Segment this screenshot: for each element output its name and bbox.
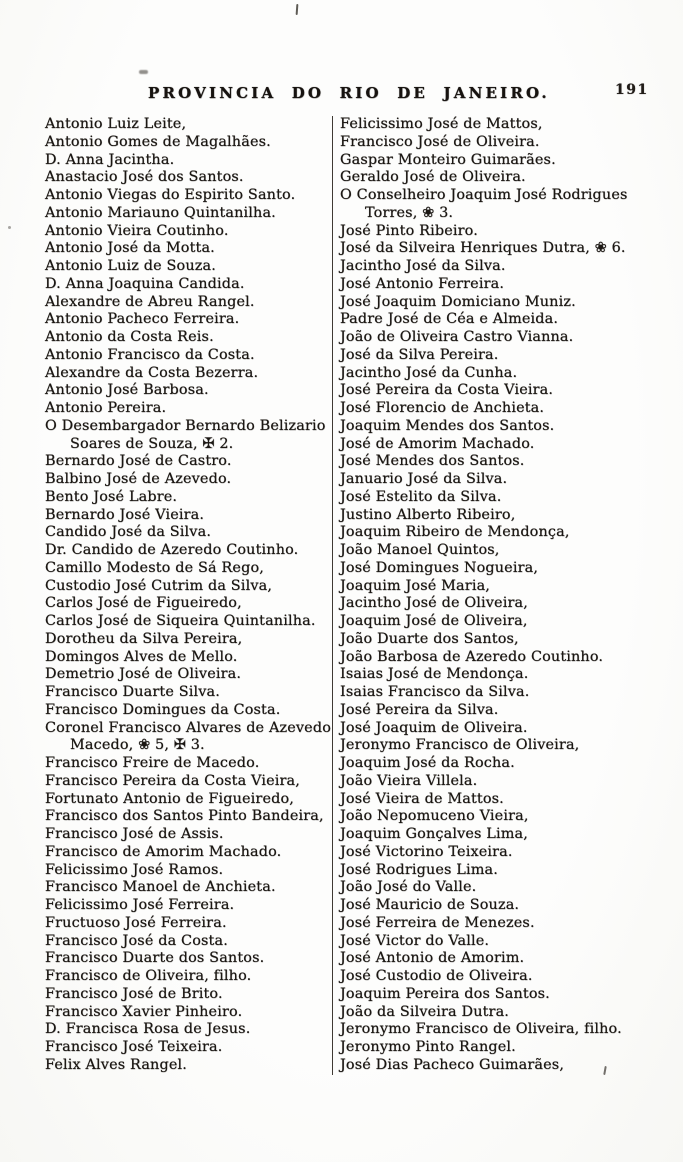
list-entry: José Domingues Nogueira, [340,559,539,576]
list-entry: João da Silveira Dutra. [340,1003,510,1020]
list-entry: José Antonio Ferreira. [340,275,505,292]
list-entry: Jeronymo Pinto Rangel. [340,1039,516,1055]
list-entry: Joaquim Ribeiro de Mendonça, [340,524,570,541]
list-entry: Antonio Vieira Coutinho. [45,222,229,239]
list-entry: Antonio Pacheco Ferreira. [45,311,240,328]
list-entry: Soares de Souza, ✠ 2. [70,435,234,452]
list-entry: Dorotheu da Silva Pereira, [45,630,243,647]
list-entry: D. Anna Jacintha. [45,151,175,168]
list-entry: Bento José Labre. [45,488,178,505]
list-entry: Candido José da Silva. [45,524,212,541]
list-entry: Joaquim José da Rocha. [340,755,515,771]
list-entry: João Manoel Quintos, [340,542,500,558]
list-entry: João Vieira Villela. [340,772,478,789]
list-entry: Felicissimo José de Mattos, [340,116,543,132]
name-list-left-column [45,116,332,1075]
list-entry: José Joaquim de Oliveira. [340,719,528,736]
list-entry: Francisco de Oliveira, filho. [45,968,252,984]
scan-artifact [139,70,148,74]
list-entry: Felicissimo José Ramos. [45,861,224,878]
list-entry: Carlos José de Figueiredo, [45,595,242,612]
list-entry: Torres, ❀ 3. [365,204,454,221]
list-entry: Domingos Alves de Mello. [45,648,238,665]
list-entry: Francisco José de Brito. [45,985,223,1002]
list-entry: Francisco Manoel de Anchieta. [45,879,276,896]
list-entry: José Mauricio de Souza. [340,897,520,913]
list-entry: José Custodio de Oliveira. [340,968,533,984]
list-entry: D. Anna Joaquina Candida. [45,275,245,292]
list-entry: Francisco de Amorim Machado. [45,843,282,860]
list-entry: Antonio Viegas do Espirito Santo. [45,187,296,203]
list-entry: Francisco Duarte dos Santos. [45,950,265,967]
list-entry: Jeronymo Francisco de Oliveira, [340,737,580,754]
list-entry: Dr. Candido de Azeredo Coutinho. [45,542,299,558]
list-entry: José Victorino Teixeira. [340,843,513,860]
list-entry: João Barbosa de Azeredo Coutinho. [340,648,604,665]
list-entry: Balbino José de Azevedo. [45,471,232,487]
list-entry: João Duarte dos Santos, [340,630,519,647]
list-entry: Francisco Xavier Pinheiro. [45,1003,243,1020]
list-entry: Justino Alberto Ribeiro, [340,506,516,523]
list-entry: Jeronymo Francisco de Oliveira, filho. [340,1021,622,1038]
list-entry: Fructuoso José Ferreira. [45,914,227,931]
list-entry: José Dias Pacheco Guimarães, [340,1056,565,1073]
list-entry: Francisco Pereira da Costa Vieira, [45,772,300,789]
list-entry: Antonio Luiz Leite, [45,116,187,132]
list-entry: Francisco Freire de Macedo. [45,755,260,771]
list-entry: Camillo Modesto de Sá Rego, [45,559,264,576]
list-entry: José de Amorim Machado. [340,435,535,452]
list-entry: José Estelito da Silva. [340,488,502,505]
list-entry: Francisco José da Costa. [45,932,228,949]
name-list-right-column [332,116,670,1075]
list-entry: Custodio José Cutrim da Silva, [45,577,273,594]
list-entry: José Rodrigues Lima. [340,861,499,878]
name-list-columns [45,116,670,1075]
list-entry: Joaquim José de Oliveira, [340,613,528,629]
list-entry: José Mendes dos Santos. [340,453,525,470]
list-entry: Bernardo José de Castro. [45,453,232,470]
list-entry: Antonio Pereira. [45,400,167,416]
list-entry: José Vieira de Mattos. [340,790,504,807]
list-entry: Antonio Mariauno Quintanilha. [45,204,276,221]
list-entry: Alexandre de Abreu Rangel. [45,293,255,310]
list-entry: Antonio José Barbosa. [45,382,209,399]
list-entry: João Nepomuceno Vieira, [340,808,529,825]
list-entry: Alexandre da Costa Bezerra. [45,364,259,381]
list-entry: Francisco Domingues da Costa. [45,701,281,718]
list-entry: José Ferreira de Menezes. [340,914,535,931]
list-entry: D. Francisca Rosa de Jesus. [45,1021,251,1038]
list-entry: Demetrio José de Oliveira. [45,666,242,683]
list-entry: Antonio José da Motta. [45,240,215,257]
list-entry: José Pereira da Silva. [340,701,499,718]
list-entry: Antonio da Costa Reis. [45,329,214,345]
list-entry: José Pereira da Costa Vieira. [340,382,554,399]
list-entry: Felix Alves Rangel. [45,1056,187,1073]
list-entry: Carlos José de Siqueira Quintanilha. [45,613,316,629]
list-entry: Francisco José de Assis. [45,826,224,842]
list-entry: José Antonio de Amorim. [340,950,525,967]
list-entry: João de Oliveira Castro Vianna. [340,329,574,345]
list-entry: Padre José de Céa e Almeida. [340,311,559,328]
list-entry: Geraldo José de Oliveira. [340,169,526,186]
list-entry: Antonio Luiz de Souza. [45,258,216,274]
page-number: 191 [615,82,649,98]
list-entry: Antonio Francisco da Costa. [45,346,255,363]
list-entry: Fortunato Antonio de Figueiredo, [45,790,295,807]
list-entry: Anastacio José dos Santos. [45,169,244,186]
scan-artifact [8,226,11,229]
list-entry: O Desembargador Bernardo Belizario [45,417,326,434]
list-entry: Coronel Francisco Alvares de Azevedo [45,719,332,736]
list-entry: Isaias Francisco da Silva. [340,684,530,700]
list-entry: Joaquim Mendes dos Santos. [340,417,555,434]
list-entry: Joaquim Pereira dos Santos. [340,985,550,1002]
scan-artifact [296,4,299,15]
list-entry: José da Silveira Henriques Dutra, ❀ 6. [340,240,626,257]
list-entry: Francisco dos Santos Pinto Bandeira, [45,808,324,825]
list-entry: Macedo, ❀ 5, ✠ 3. [70,737,205,754]
list-entry: Antonio Gomes de Magalhães. [45,133,271,150]
list-entry: José Florencio de Anchieta. [340,400,545,416]
list-entry: José da Silva Pereira. [340,346,499,363]
list-entry: José Joaquim Domiciano Muniz. [340,293,576,310]
list-entry: Bernardo José Vieira. [45,506,205,523]
list-entry: Felicissimo José Ferreira. [45,897,235,913]
list-entry: Francisco José Teixeira. [45,1039,223,1055]
list-entry: João José do Valle. [340,879,477,896]
list-entry: Francisco José de Oliveira. [340,133,540,150]
list-entry: Joaquim Gonçalves Lima, [340,826,528,842]
list-entry: Joaquim José Maria, [340,577,491,594]
page-title: PROVINCIA DO RIO DE JANEIRO. [148,84,550,102]
list-entry: José Pinto Ribeiro. [340,222,478,239]
list-entry: José Victor do Valle. [340,932,490,949]
list-entry: Jacintho José de Oliveira, [340,595,528,612]
list-entry: Gaspar Monteiro Guimarães. [340,151,556,168]
list-entry: Francisco Duarte Silva. [45,684,220,700]
list-entry: Isaias José de Mendonça. [340,666,529,683]
list-entry: O Conselheiro Joaquim José Rodrigues [340,187,628,203]
list-entry: Jacintho José da Cunha. [340,364,518,381]
list-entry: Jacintho José da Silva. [340,258,506,274]
list-entry: Januario José da Silva. [340,471,508,487]
